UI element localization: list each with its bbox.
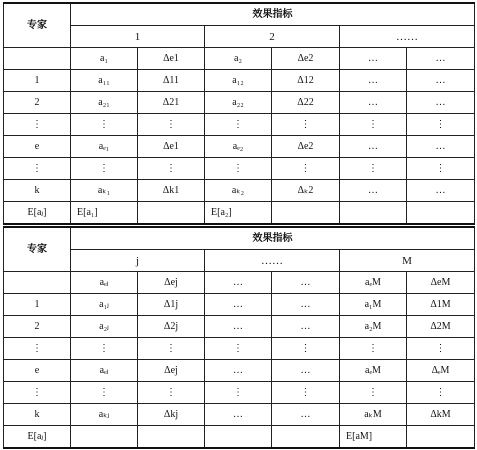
table-cell: … [205,316,272,338]
expert-header: 专家 [4,3,71,48]
table-cell: ⋮ [138,114,205,136]
table-cell: ⋮ [71,382,138,404]
table-cell: … [340,136,407,158]
footer-cell [340,202,407,225]
table-cell: Δ21 [138,92,205,114]
table-cell: ⋮ [407,158,475,180]
table-cell: ⋮ [71,338,138,360]
table-cell: … [407,70,475,92]
row-label [4,272,71,294]
table-cell: aₖⱼ [71,404,138,426]
subheader-row [4,48,475,70]
subheader-cell: a₁ [71,48,138,70]
table-cell: … [272,316,340,338]
table-cell: aₖ₂ [205,180,272,202]
table-cell: ⋮ [205,338,272,360]
footer-cell: E[a₁] [71,202,138,225]
table-cell: aₑⱼ [71,360,138,382]
table-cell: Δe1 [138,136,205,158]
table-cell: ⋮ [340,338,407,360]
row-label: ⋮ [4,158,71,180]
footer-cell [205,426,272,449]
group-header-1: 1 [71,26,205,48]
group-header-ellipsis: …… [340,26,475,48]
table-cell: a₁M [340,294,407,316]
table-cell: Δₖ2 [272,180,340,202]
table-cell: Δ2M [407,316,475,338]
table-cell: aₑ₁ [71,136,138,158]
row-label: e [4,136,71,158]
table-cell: ⋮ [272,382,340,404]
footer-cell [138,202,205,225]
table-row [4,316,475,338]
indicator-table-2 [3,226,475,449]
table-cell: ⋮ [205,158,272,180]
footer-cell: E[a₂] [205,202,272,225]
group-header-j: j [71,250,205,272]
footer-label: E[aⱼ] [4,426,71,449]
table-cell: ⋮ [407,114,475,136]
subheader-cell: ΔeM [407,272,475,294]
table-cell: a₂₂ [205,92,272,114]
table-cell: Δ22 [272,92,340,114]
table-row [4,136,475,158]
table-cell: … [340,92,407,114]
table-cell: a₁₂ [205,70,272,92]
table-cell: Δk1 [138,180,205,202]
table-cell: Δ11 [138,70,205,92]
table-row [4,158,475,180]
table-row [4,294,475,316]
table-cell: ⋮ [138,382,205,404]
table-cell: … [340,70,407,92]
table-cell: a₂M [340,316,407,338]
table-cell: Δe2 [272,136,340,158]
footer-cell [71,426,138,449]
row-label: ⋮ [4,338,71,360]
footer-cell [407,202,475,225]
table-cell: a₁ⱼ [71,294,138,316]
table-cell: ⋮ [205,114,272,136]
row-label: 2 [4,92,71,114]
table-cell: Δej [138,360,205,382]
subheader-cell: … [272,272,340,294]
subheader-cell: … [407,48,475,70]
table-cell: a₂₁ [71,92,138,114]
subheader-cell: aₑM [340,272,407,294]
indicator-table-1 [3,2,475,225]
table-cell: aₑM [340,360,407,382]
table-cell: … [272,360,340,382]
table-cell: … [272,404,340,426]
subheader-cell: Δej [138,272,205,294]
group-header-ellipsis: …… [205,250,340,272]
table-cell: ⋮ [407,382,475,404]
row-label: k [4,180,71,202]
table-cell: … [407,136,475,158]
table-row [4,92,475,114]
row-label: k [4,404,71,426]
table-cell: … [205,404,272,426]
row-label: 2 [4,316,71,338]
table-cell: ⋮ [407,338,475,360]
table-row [4,382,475,404]
table-cell: ⋮ [340,114,407,136]
table-cell: ⋮ [340,158,407,180]
row-label [4,48,71,70]
footer-cell [138,426,205,449]
table-cell: Δ1j [138,294,205,316]
subheader-cell: Δe2 [272,48,340,70]
footer-label: E[aⱼ] [4,202,71,225]
row-label: 1 [4,70,71,92]
subheader-cell: a₂ [205,48,272,70]
table-cell: ⋮ [272,114,340,136]
footer-row [4,426,475,449]
table-cell: a₂ⱼ [71,316,138,338]
footer-cell [407,426,475,449]
table-cell: ΔₑM [407,360,475,382]
footer-row [4,202,475,225]
table-cell: aₑ₂ [205,136,272,158]
table-cell: a₁₁ [71,70,138,92]
group-header-2: 2 [205,26,340,48]
subheader-row [4,272,475,294]
table-cell: … [205,360,272,382]
subheader-cell: … [340,48,407,70]
expert-header: 专家 [4,227,71,272]
table-cell: Δ12 [272,70,340,92]
table-cell: ⋮ [272,338,340,360]
table-cell: ⋮ [205,382,272,404]
table-cell: Δ2j [138,316,205,338]
table-row [4,70,475,92]
table-cell: ⋮ [340,382,407,404]
table-cell: ⋮ [71,158,138,180]
indicator-header: 效果指标 [71,3,475,26]
table-row [4,180,475,202]
table-cell: … [407,180,475,202]
table-cell: aₖM [340,404,407,426]
row-label: ⋮ [4,114,71,136]
footer-cell [272,202,340,225]
group-header-m: M [340,250,475,272]
footer-cell: E[aM] [340,426,407,449]
table-cell: Δ1M [407,294,475,316]
subheader-cell: … [205,272,272,294]
table-row [4,338,475,360]
table-cell: … [205,294,272,316]
subheader-cell: aₑⱼ [71,272,138,294]
table-cell: aₖ₁ [71,180,138,202]
table-cell: Δkj [138,404,205,426]
table-row [4,114,475,136]
row-label: ⋮ [4,382,71,404]
table-row [4,360,475,382]
subheader-cell: Δe1 [138,48,205,70]
table-cell: … [407,92,475,114]
table-cell: … [272,294,340,316]
table-cell: ΔkM [407,404,475,426]
row-label: e [4,360,71,382]
indicator-header: 效果指标 [71,227,475,250]
table-row [4,404,475,426]
table-cell: ⋮ [272,158,340,180]
table-cell: ⋮ [138,158,205,180]
row-label: 1 [4,294,71,316]
table-cell: … [340,180,407,202]
footer-cell [272,426,340,449]
table-cell: ⋮ [71,114,138,136]
table-cell: ⋮ [138,338,205,360]
